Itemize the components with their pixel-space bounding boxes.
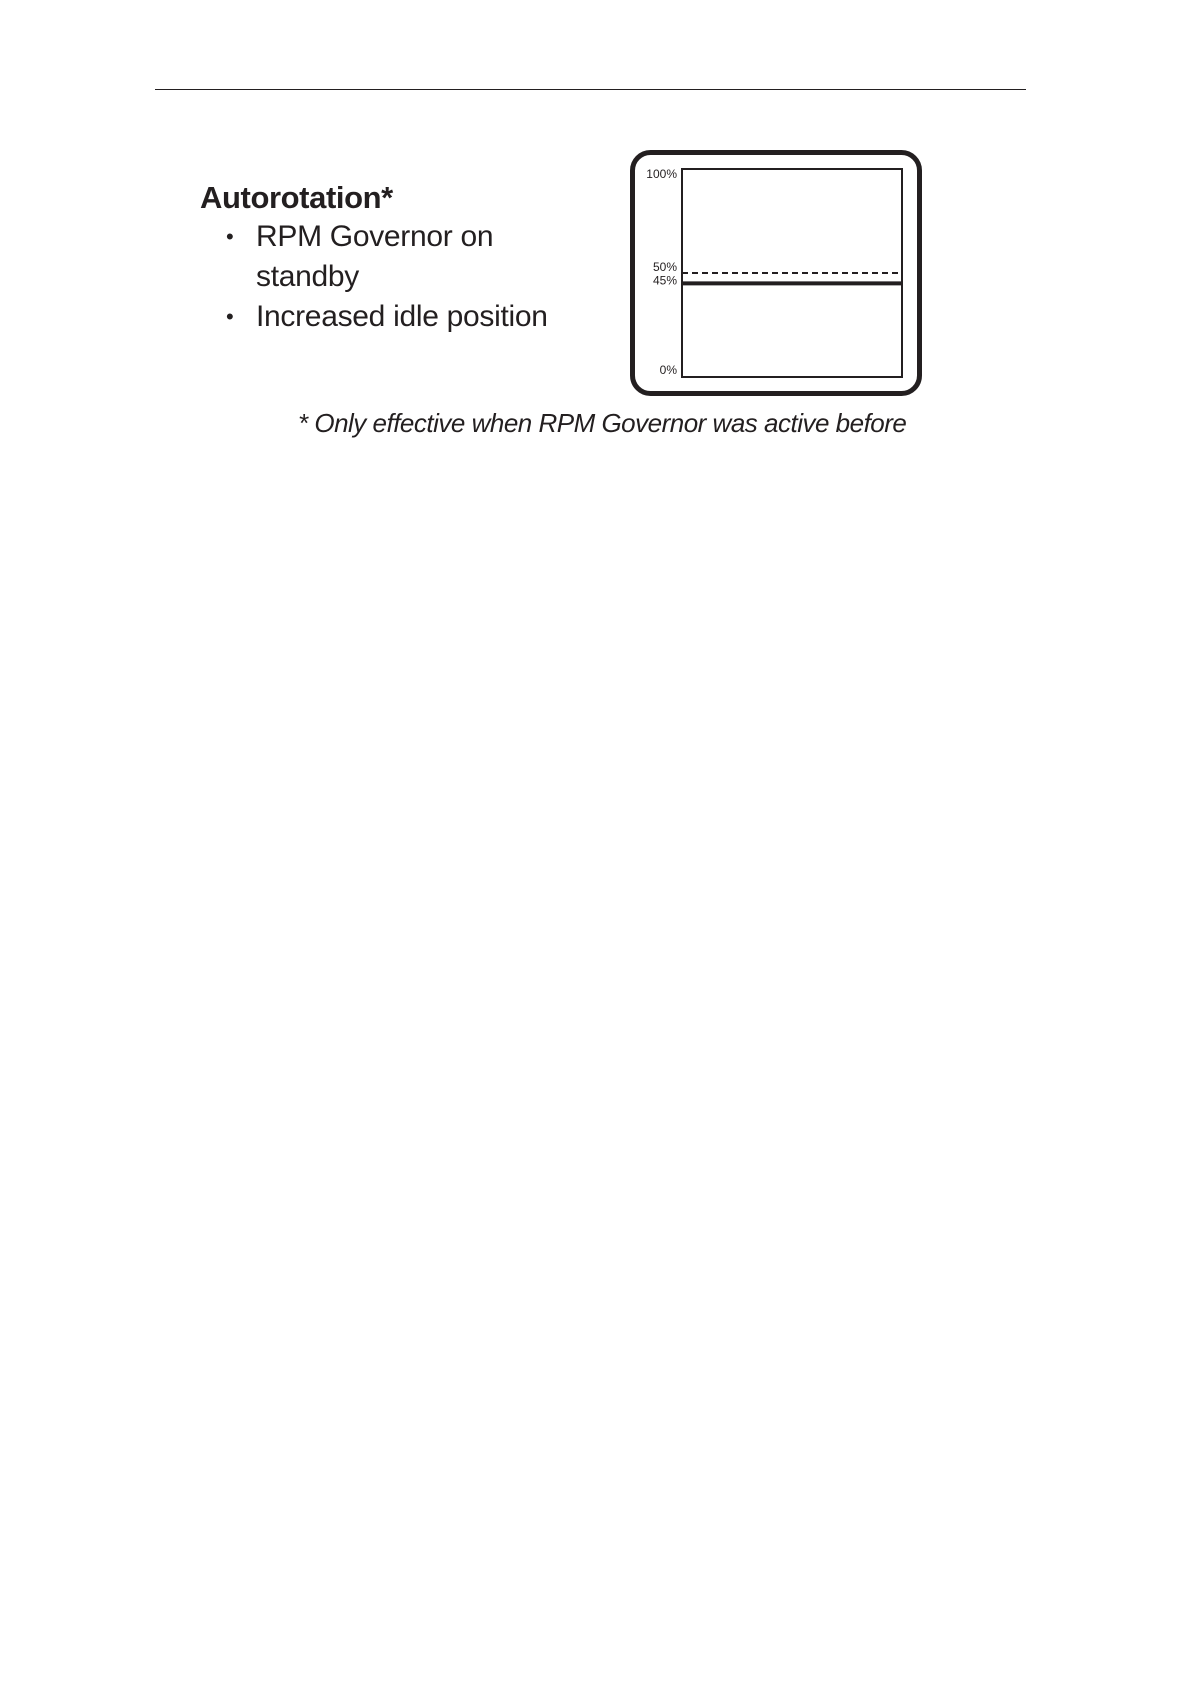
bullet-icon: •: [226, 304, 234, 329]
tick-label-0: 0%: [659, 363, 677, 377]
list-item-text: Increased idle position: [256, 300, 548, 333]
bullet-icon: •: [226, 224, 234, 249]
list-item-text: RPM Governor on standby: [256, 220, 494, 293]
tick-label-50: 50%: [652, 260, 677, 274]
list-item: [224, 217, 526, 297]
header-rule: [155, 89, 1026, 90]
feature-list: [224, 217, 594, 337]
list-item: [224, 297, 596, 337]
throttle-gauge: [630, 150, 922, 396]
footnote: * Only effective when RPM Governor was active before: [298, 408, 907, 438]
tick-label-45: 45%: [652, 273, 677, 288]
section-title: Autorotation*: [200, 180, 393, 215]
tick-label-100: 100%: [646, 167, 677, 181]
